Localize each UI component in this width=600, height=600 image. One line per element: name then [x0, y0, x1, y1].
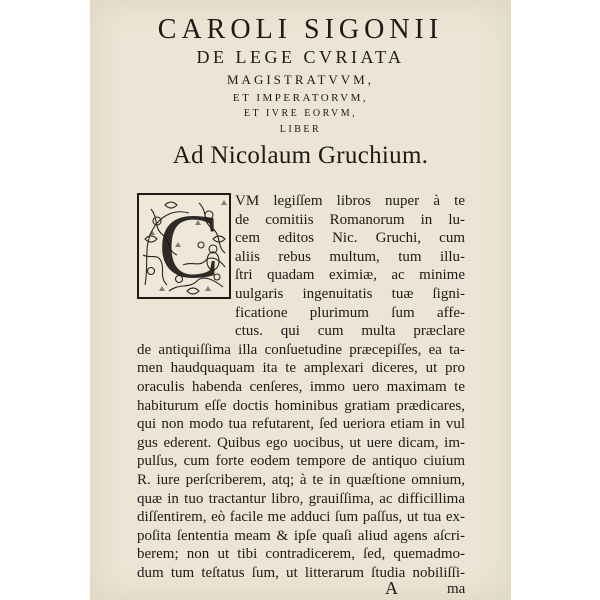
text-line: uulgaris ingenuitatis tuæ ſigni-	[235, 286, 465, 302]
text-line: cem editos Nic. Gruchi, cum	[235, 230, 465, 247]
text-line: ficatione plurimum ſum affe-	[235, 304, 465, 321]
title-author: CAROLI SIGONII	[157, 14, 444, 45]
text-line: pulſus, cum forte eodem tempore de antiquo ciuium	[137, 453, 465, 470]
text-line: poſita ſententia meam & ipſe quaſi aliud agens aſcri-	[137, 527, 465, 544]
text-line: dum tum teſtatus ſum, ut litterarum ſtudia nobiliſſi-	[137, 565, 465, 581]
title-line-6: LIBER	[279, 124, 322, 135]
text-line: gus ederent. Quibus ego uocibus, ut uere dicam, im-	[137, 434, 465, 451]
text-line: berem; non ut tibi contradicerem, ſed, quemadmo-	[137, 546, 465, 563]
text-line: de antiquiſſima illa conſuetudine præcepiſſes, ea ta-	[137, 341, 465, 358]
text-line: ctus. qui cum multa præclare	[235, 323, 465, 340]
text-line: ſtri quadam eximiæ, ac minime	[235, 267, 465, 284]
text-line: habiturum eſſe doctis hominibus gratiam prædicares,	[137, 397, 465, 414]
text-line: diſſentirem, eò facile me adduci ſum paſſus, ut tua ex-	[137, 509, 465, 526]
text-line: aliis rebus multum, tum illu-	[235, 248, 465, 265]
floral-ornament-icon	[139, 195, 229, 297]
title-line-5: ET IVRE EORVM,	[243, 108, 358, 119]
title-line-4: ET IMPERATORVM,	[232, 92, 369, 104]
text-line: de comitiis Romanorum in lu-	[235, 211, 465, 228]
text-line: qui non modo tua refutarent, ſed ueriora etiam in vul	[137, 416, 465, 433]
title-line-3: MAGISTRATVVM,	[227, 72, 374, 87]
initial-letter: C	[158, 195, 220, 297]
catchword: ma	[447, 580, 466, 597]
title-line-2: DE LEGE CVRIATA	[196, 47, 405, 67]
decorated-initial	[137, 193, 231, 299]
text-line: R. iure perſcriberem, atq; à te in quæſtione omnium,	[137, 472, 465, 488]
text-line: oraculis habenda cenſeres, immo uero maximam te	[137, 379, 465, 395]
dedication-heading: Ad Nicolaum Gruchium.	[172, 142, 429, 169]
text-line: quæ in tuo tractantur libro, grauiſſima, ac difficillima	[137, 490, 465, 507]
book-page	[90, 0, 511, 600]
text-line: men haudquaquam ita te amplexari diceres, ut pro	[137, 360, 465, 377]
text-line: VM legiſſem libros nuper à te	[235, 193, 465, 209]
signature-mark: A	[385, 577, 398, 598]
